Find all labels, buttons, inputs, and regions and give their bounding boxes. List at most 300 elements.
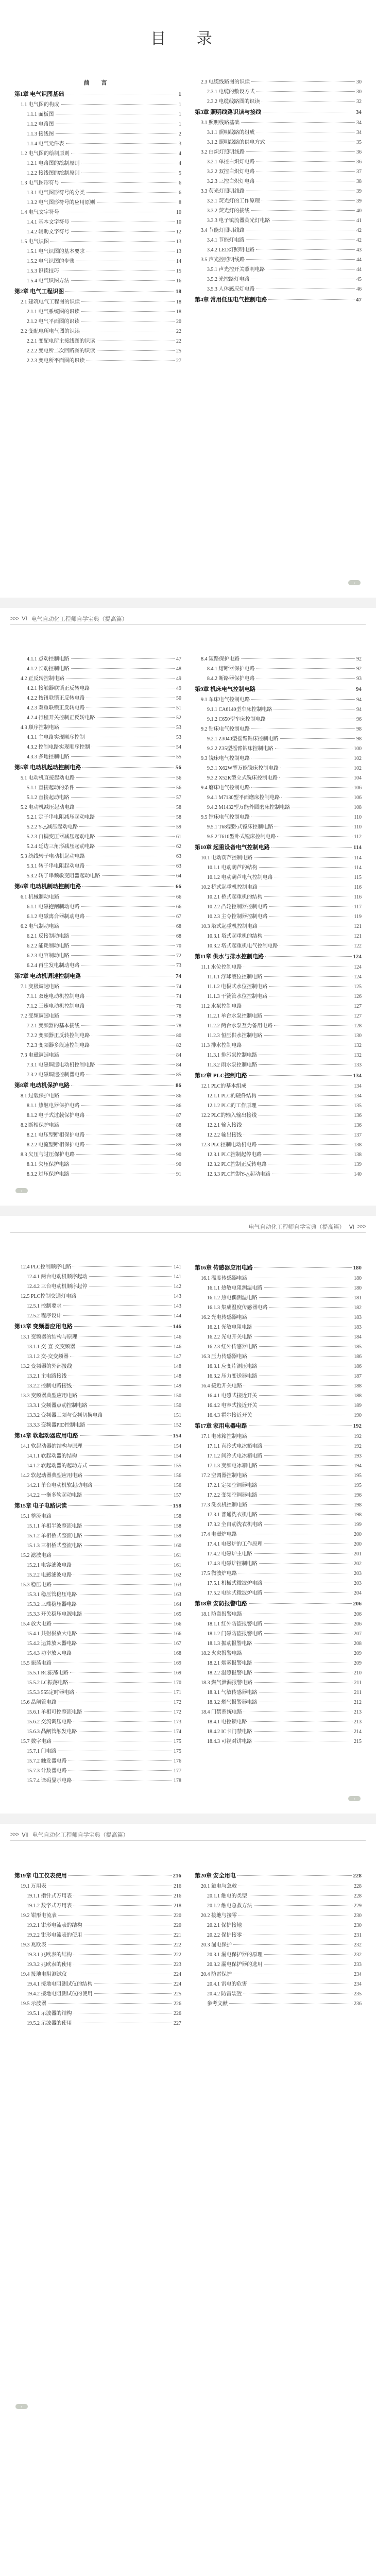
toc-entry[interactable]	[195, 1391, 362, 1401]
toc-entry[interactable]	[14, 871, 181, 881]
toc-entry[interactable]	[14, 693, 181, 703]
toc-entry[interactable]	[195, 255, 362, 265]
toc-entry[interactable]	[14, 1002, 181, 1011]
toc-entry[interactable]	[14, 2019, 181, 2028]
toc-entry[interactable]	[14, 1698, 181, 1707]
toc-chapter-entry[interactable]	[195, 1420, 362, 1432]
toc-entry[interactable]	[195, 863, 362, 873]
toc-entry[interactable]	[195, 1678, 362, 1688]
toc-chapter-entry[interactable]	[195, 1598, 362, 1609]
toc-entry[interactable]	[195, 992, 362, 1002]
toc-entry[interactable]	[195, 902, 362, 912]
toc-entry[interactable]	[14, 178, 181, 188]
toc-entry[interactable]	[14, 922, 181, 931]
toc-entry[interactable]	[195, 1021, 362, 1031]
toc-entry[interactable]	[195, 206, 362, 216]
toc-entry[interactable]	[14, 100, 181, 110]
toc-chapter-entry[interactable]	[195, 684, 362, 695]
toc-entry[interactable]	[195, 1170, 362, 1179]
toc-entry[interactable]	[195, 1717, 362, 1727]
toc-entry[interactable]	[195, 803, 362, 812]
toc-entry[interactable]	[14, 1940, 181, 1950]
toc-entry[interactable]	[14, 1420, 181, 1430]
toc-entry[interactable]	[195, 1160, 362, 1170]
toc-entry[interactable]	[195, 912, 362, 922]
toc-entry[interactable]	[195, 982, 362, 992]
toc-entry[interactable]	[14, 1541, 181, 1551]
toc-entry[interactable]	[195, 1549, 362, 1559]
toc-entry[interactable]	[195, 1041, 362, 1050]
toc-entry[interactable]	[195, 1121, 362, 1130]
toc-entry[interactable]	[14, 297, 181, 307]
toc-entry[interactable]	[14, 227, 181, 237]
toc-entry[interactable]	[14, 1930, 181, 1940]
toc-entry[interactable]	[195, 118, 362, 128]
toc-entry[interactable]	[14, 1070, 181, 1080]
toc-entry[interactable]	[14, 1747, 181, 1756]
toc-entry[interactable]	[14, 674, 181, 684]
toc-entry[interactable]	[14, 1629, 181, 1639]
toc-entry[interactable]	[195, 1442, 362, 1451]
toc-entry[interactable]	[14, 1561, 181, 1570]
toc-entry-page: 159	[174, 1533, 181, 1539]
toc-entry[interactable]	[14, 664, 181, 674]
toc-entry[interactable]	[14, 1737, 181, 1747]
toc-entry[interactable]	[14, 1282, 181, 1292]
toc-chapter-entry[interactable]	[14, 89, 181, 100]
toc-entry[interactable]	[195, 695, 362, 705]
toc-chapter-entry[interactable]	[195, 1870, 362, 1882]
toc-entry[interactable]	[14, 1011, 181, 1021]
toc-entry[interactable]	[195, 962, 362, 972]
toc-entry[interactable]	[195, 167, 362, 177]
toc-entry[interactable]	[195, 157, 362, 167]
toc-entry[interactable]	[14, 1490, 181, 1500]
toc-entry[interactable]	[195, 1639, 362, 1649]
toc-entry[interactable]	[14, 1101, 181, 1111]
toc-entry[interactable]	[195, 832, 362, 842]
toc-entry[interactable]	[195, 941, 362, 951]
toc-entry[interactable]	[195, 873, 362, 883]
toc-entry[interactable]	[14, 1600, 181, 1609]
toc-entry[interactable]	[195, 715, 362, 724]
toc-entry[interactable]	[14, 1756, 181, 1766]
toc-entry[interactable]	[195, 1274, 362, 1283]
toc-entry[interactable]	[14, 276, 181, 286]
toc-entry[interactable]	[195, 1619, 362, 1629]
toc-entry[interactable]	[14, 327, 181, 336]
toc-entry[interactable]	[14, 1989, 181, 1999]
toc-entry[interactable]	[195, 235, 362, 245]
toc-entry[interactable]	[195, 1668, 362, 1678]
toc-entry[interactable]	[14, 1521, 181, 1531]
toc-entry[interactable]	[195, 1609, 362, 1619]
toc-entry[interactable]	[195, 1111, 362, 1121]
toc-entry[interactable]	[195, 1688, 362, 1698]
toc-entry[interactable]	[195, 822, 362, 832]
toc-entry[interactable]	[14, 159, 181, 168]
toc-entry[interactable]	[14, 168, 181, 178]
toc-entry[interactable]	[14, 1021, 181, 1031]
toc-entry[interactable]	[195, 1411, 362, 1420]
toc-entry[interactable]	[195, 654, 362, 664]
toc-entry[interactable]	[195, 783, 362, 793]
prev-page-button[interactable]: ‹	[15, 1188, 28, 1193]
toc-entry[interactable]	[14, 1512, 181, 1521]
toc-entry[interactable]	[195, 1649, 362, 1658]
toc-entry[interactable]	[14, 1121, 181, 1130]
toc-entry[interactable]	[14, 1391, 181, 1401]
toc-entry[interactable]	[14, 803, 181, 812]
toc-entry[interactable]	[195, 972, 362, 982]
toc-entry[interactable]	[195, 883, 362, 892]
toc-entry[interactable]	[14, 1970, 181, 1979]
toc-entry[interactable]	[195, 147, 362, 157]
toc-entry[interactable]	[195, 1882, 362, 1891]
toc-chapter-entry[interactable]	[14, 1870, 181, 1882]
toc-entry[interactable]	[195, 1451, 362, 1461]
next-page-button[interactable]: ›	[348, 1796, 361, 1801]
toc-entry[interactable]	[195, 724, 362, 734]
toc-entry[interactable]	[14, 110, 181, 120]
toc-entry[interactable]	[14, 941, 181, 951]
toc-entry[interactable]	[14, 1639, 181, 1649]
toc-entry[interactable]	[14, 783, 181, 793]
toc-entry[interactable]	[14, 1882, 181, 1891]
toc-entry[interactable]	[195, 922, 362, 931]
toc-entry[interactable]	[14, 773, 181, 783]
toc-entry[interactable]	[195, 245, 362, 255]
toc-entry[interactable]	[14, 912, 181, 922]
toc-entry[interactable]	[14, 982, 181, 992]
toc-entry[interactable]	[14, 752, 181, 762]
toc-entry[interactable]	[195, 1989, 362, 1999]
toc-entry[interactable]	[195, 1081, 362, 1091]
toc-entry[interactable]	[195, 1140, 362, 1150]
toc-entry[interactable]	[14, 346, 181, 356]
toc-entry[interactable]	[195, 812, 362, 822]
toc-entry-page: 214	[354, 1729, 362, 1735]
toc-entry[interactable]	[14, 129, 181, 139]
toc-entry[interactable]	[195, 1011, 362, 1021]
toc-entry[interactable]	[195, 216, 362, 226]
toc-entry[interactable]	[14, 266, 181, 276]
toc-entry[interactable]	[195, 664, 362, 674]
toc-entry[interactable]	[195, 1031, 362, 1041]
toc-entry[interactable]	[195, 1091, 362, 1101]
toc-entry[interactable]	[14, 139, 181, 149]
toc-entry[interactable]	[14, 1301, 181, 1311]
toc-entry[interactable]	[195, 1901, 362, 1911]
toc-entry[interactable]	[195, 1520, 362, 1530]
toc-entry[interactable]	[195, 674, 362, 684]
toc-entry[interactable]	[195, 1490, 362, 1500]
toc-entry[interactable]	[195, 754, 362, 764]
toc-entry[interactable]	[14, 892, 181, 902]
toc-entry[interactable]	[195, 87, 362, 97]
toc-entry[interactable]	[195, 1921, 362, 1930]
toc-entry[interactable]	[195, 1371, 362, 1381]
toc-entry[interactable]	[14, 742, 181, 752]
toc-entry[interactable]	[14, 703, 181, 713]
toc-entry[interactable]	[195, 1999, 362, 2009]
toc-entry[interactable]	[14, 1727, 181, 1737]
toc-entry[interactable]	[195, 1060, 362, 1070]
toc-entry[interactable]	[14, 336, 181, 346]
toc-chapter-entry[interactable]	[14, 762, 181, 773]
toc-entry[interactable]	[14, 1570, 181, 1580]
toc-entry[interactable]	[14, 1352, 181, 1362]
toc-chapter-entry[interactable]	[195, 1070, 362, 1081]
toc-entry[interactable]	[195, 1569, 362, 1579]
toc-entry[interactable]	[195, 1629, 362, 1639]
toc-entry[interactable]	[195, 1539, 362, 1549]
toc-entry[interactable]	[14, 198, 181, 208]
toc-entry[interactable]	[14, 1668, 181, 1678]
toc-entry[interactable]	[14, 1979, 181, 1989]
toc-entry[interactable]	[195, 1737, 362, 1747]
toc-entry[interactable]	[195, 1930, 362, 1940]
toc-entry[interactable]	[195, 128, 362, 138]
toc-entry[interactable]	[14, 1999, 181, 2009]
toc-entry[interactable]	[195, 1342, 362, 1352]
toc-entry[interactable]	[195, 1950, 362, 1960]
toc-entry[interactable]	[195, 1510, 362, 1520]
toc-entry[interactable]	[14, 713, 181, 723]
toc-entry[interactable]	[14, 1551, 181, 1561]
toc-entry[interactable]	[195, 187, 362, 196]
toc-entry[interactable]	[195, 1283, 362, 1293]
toc-entry[interactable]	[14, 1717, 181, 1727]
toc-entry[interactable]	[195, 734, 362, 744]
toc-entry[interactable]	[195, 1352, 362, 1362]
toc-entry[interactable]	[14, 1658, 181, 1668]
toc-entry[interactable]	[14, 188, 181, 198]
toc-entry[interactable]	[195, 1891, 362, 1901]
toc-entry[interactable]	[14, 1580, 181, 1590]
toc-entry-page: 49	[176, 676, 181, 682]
toc-entry[interactable]	[14, 654, 181, 664]
toc-entry[interactable]	[14, 1050, 181, 1060]
toc-entry[interactable]	[195, 1303, 362, 1313]
toc-entry[interactable]	[195, 1401, 362, 1411]
toc-entry[interactable]	[14, 1342, 181, 1352]
toc-entry[interactable]	[14, 1609, 181, 1619]
toc-entry[interactable]	[195, 1960, 362, 1970]
toc-entry[interactable]	[14, 1649, 181, 1658]
toc-entry[interactable]	[195, 764, 362, 773]
toc-entry[interactable]	[195, 1970, 362, 1979]
toc-entry[interactable]	[195, 1911, 362, 1921]
toc-chapter-entry[interactable]	[195, 842, 362, 853]
toc-entry[interactable]	[14, 1292, 181, 1301]
toc-entry[interactable]	[195, 1002, 362, 1011]
toc-entry[interactable]	[195, 284, 362, 294]
toc-entry[interactable]	[14, 1707, 181, 1717]
toc-entry[interactable]	[195, 1979, 362, 1989]
toc-entry[interactable]	[195, 1481, 362, 1490]
toc-entry[interactable]	[14, 2009, 181, 2019]
toc-entry[interactable]	[14, 1921, 181, 1930]
toc-entry[interactable]	[14, 822, 181, 832]
toc-entry[interactable]	[195, 793, 362, 803]
toc-entry[interactable]	[195, 97, 362, 107]
toc-entry[interactable]	[195, 1727, 362, 1737]
toc-entry[interactable]	[14, 1411, 181, 1420]
toc-entry[interactable]	[195, 1130, 362, 1140]
toc-entry[interactable]	[195, 1050, 362, 1060]
toc-entry[interactable]	[195, 705, 362, 715]
toc-entry[interactable]	[14, 812, 181, 822]
toc-entry[interactable]	[14, 307, 181, 317]
toc-entry[interactable]	[195, 1588, 362, 1598]
toc-entry-label: 9.2.2 Z35型摇臂钻床控制电路	[207, 746, 274, 752]
toc-entry[interactable]	[195, 1293, 362, 1303]
toc-entry[interactable]	[14, 1451, 181, 1461]
toc-entry[interactable]	[14, 77, 181, 89]
toc-entry[interactable]	[14, 992, 181, 1002]
toc-entry[interactable]	[14, 842, 181, 852]
toc-entry[interactable]	[14, 1371, 181, 1381]
toc-entry[interactable]	[14, 1688, 181, 1698]
toc-entry[interactable]	[195, 226, 362, 235]
toc-entry[interactable]	[195, 1313, 362, 1323]
toc-entry[interactable]	[14, 1461, 181, 1471]
toc-entry[interactable]	[14, 951, 181, 961]
toc-entry[interactable]	[14, 961, 181, 971]
toc-entry[interactable]	[195, 1381, 362, 1391]
toc-entry[interactable]	[195, 892, 362, 902]
toc-entry[interactable]	[195, 1150, 362, 1160]
toc-entry[interactable]	[14, 1031, 181, 1041]
toc-entry[interactable]	[14, 684, 181, 693]
toc-chapter-entry[interactable]	[195, 1262, 362, 1274]
toc-entry[interactable]	[14, 1332, 181, 1342]
toc-entry[interactable]	[195, 1332, 362, 1342]
toc-entry[interactable]	[14, 1060, 181, 1070]
toc-entry[interactable]	[14, 1111, 181, 1121]
toc-entry[interactable]	[195, 1323, 362, 1332]
toc-chapter-entry[interactable]	[14, 881, 181, 892]
toc-entry[interactable]	[195, 853, 362, 863]
toc-chapter-entry[interactable]	[14, 1500, 181, 1512]
toc-entry[interactable]	[195, 744, 362, 754]
toc-entry[interactable]	[195, 77, 362, 87]
toc-entry[interactable]	[14, 217, 181, 227]
toc-entry[interactable]	[14, 1481, 181, 1490]
toc-chapter-entry[interactable]	[195, 294, 362, 306]
toc-entry[interactable]	[14, 1140, 181, 1150]
toc-entry[interactable]	[195, 265, 362, 275]
toc-entry-label: 5.1 电动机直接起动电路	[21, 775, 75, 781]
toc-entry[interactable]	[14, 247, 181, 257]
toc-entry[interactable]	[195, 1500, 362, 1510]
next-page-button[interactable]: ›	[348, 580, 361, 585]
toc-entry[interactable]	[14, 832, 181, 842]
toc-entry[interactable]	[14, 733, 181, 742]
prev-page-button[interactable]: ‹	[15, 2404, 28, 2409]
toc-entry[interactable]	[14, 1950, 181, 1960]
toc-entry[interactable]	[14, 1891, 181, 1901]
toc-entry[interactable]	[14, 149, 181, 159]
toc-entry[interactable]	[195, 1940, 362, 1950]
toc-entry[interactable]	[14, 1776, 181, 1786]
toc-chapter-entry[interactable]	[195, 107, 362, 118]
toc-entry[interactable]	[195, 275, 362, 284]
toc-entry[interactable]	[195, 177, 362, 187]
toc-entry[interactable]	[14, 356, 181, 366]
toc-entry[interactable]	[195, 1530, 362, 1539]
toc-entry[interactable]	[195, 1658, 362, 1668]
toc-entry[interactable]	[14, 1442, 181, 1451]
toc-entry[interactable]	[14, 861, 181, 871]
toc-entry[interactable]	[195, 1698, 362, 1707]
toc-entry[interactable]	[195, 196, 362, 206]
toc-entry[interactable]	[195, 138, 362, 147]
toc-entry[interactable]	[14, 1262, 181, 1272]
toc-entry[interactable]	[14, 1362, 181, 1371]
toc-entry[interactable]	[14, 852, 181, 861]
toc-entry[interactable]	[14, 120, 181, 129]
toc-entry[interactable]	[14, 1170, 181, 1179]
toc-chapter-entry[interactable]	[14, 1430, 181, 1442]
toc-entry[interactable]	[14, 1911, 181, 1921]
toc-entry[interactable]	[14, 237, 181, 247]
toc-entry[interactable]	[14, 1130, 181, 1140]
toc-entry[interactable]	[14, 1401, 181, 1411]
toc-entry[interactable]	[14, 257, 181, 266]
toc-chapter-entry[interactable]	[14, 971, 181, 982]
toc-entry[interactable]	[195, 1362, 362, 1371]
toc-entry[interactable]	[14, 208, 181, 217]
toc-entry[interactable]	[14, 793, 181, 803]
toc-entry[interactable]	[14, 1041, 181, 1050]
toc-entry[interactable]	[14, 723, 181, 733]
toc-entry[interactable]	[14, 1901, 181, 1911]
toc-entry[interactable]	[14, 1960, 181, 1970]
toc-chapter-entry[interactable]	[14, 1080, 181, 1091]
toc-entry[interactable]	[14, 1311, 181, 1321]
toc-entry[interactable]	[195, 1432, 362, 1442]
toc-entry[interactable]	[195, 1579, 362, 1588]
toc-entry-page: 54	[176, 744, 181, 750]
toc-entry[interactable]	[195, 1471, 362, 1481]
toc-entry[interactable]	[195, 1707, 362, 1717]
toc-entry[interactable]	[195, 773, 362, 783]
toc-chapter-entry[interactable]	[195, 951, 362, 962]
toc-entry[interactable]	[14, 1381, 181, 1391]
toc-chapter-entry[interactable]	[14, 1321, 181, 1332]
toc-entry[interactable]	[14, 1531, 181, 1541]
toc-entry[interactable]	[14, 1471, 181, 1481]
toc-entry[interactable]	[14, 1272, 181, 1282]
toc-entry[interactable]	[195, 1559, 362, 1569]
toc-entry[interactable]	[14, 1150, 181, 1160]
toc-entry[interactable]	[195, 1101, 362, 1111]
toc-entry[interactable]	[195, 931, 362, 941]
toc-entry[interactable]	[195, 1461, 362, 1471]
toc-entry[interactable]	[14, 317, 181, 327]
toc-entry[interactable]	[14, 1160, 181, 1170]
toc-entry[interactable]	[14, 902, 181, 912]
toc-entry[interactable]	[14, 1619, 181, 1629]
toc-entry[interactable]	[14, 1678, 181, 1688]
toc-entry[interactable]	[14, 931, 181, 941]
toc-entry[interactable]	[14, 1590, 181, 1600]
toc-entry[interactable]	[14, 1766, 181, 1776]
toc-chapter-entry[interactable]	[14, 286, 181, 297]
toc-entry[interactable]	[14, 1091, 181, 1101]
